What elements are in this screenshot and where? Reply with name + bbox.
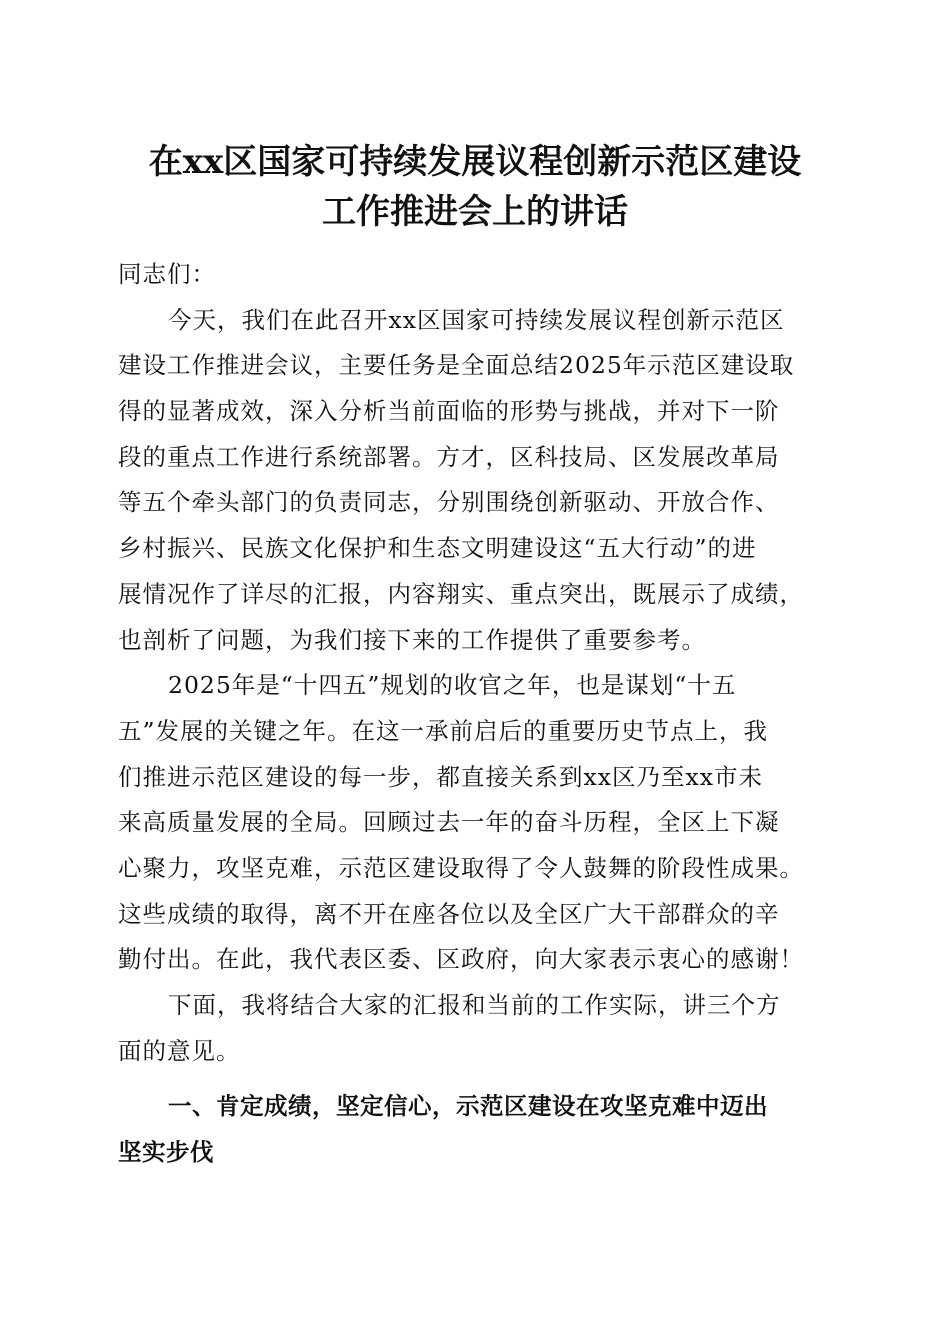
salutation: 同志们：	[118, 260, 216, 288]
heading-line: 坚实步伐	[118, 1138, 214, 1167]
paragraph-line: 段的重点工作进行系统部署。方才，区科技局、区发展改革局	[118, 442, 780, 471]
heading-line: 一、肯定成绩，坚定信心，示范区建设在攻坚克难中迈出	[168, 1092, 768, 1121]
paragraph-line: 也剖析了问题，为我们接下来的工作提供了重要参考。	[118, 625, 706, 654]
title-line-2: 工作推进会上的讲话	[322, 192, 628, 232]
document-title	[60, 137, 890, 237]
paragraph-line: 今天，我们在此召开xx区国家可持续发展议程创新示范区	[168, 305, 785, 334]
paragraph-line: 勤付出。在此，我代表区委、区政府，向大家表示衷心的感谢！	[118, 945, 804, 974]
document-body	[118, 252, 838, 1176]
paragraph-line: 这些成绩的取得，离不开在座各位以及全区广大干部群众的辛	[118, 899, 780, 928]
title-line-1: 在xx区国家可持续发展议程创新示范区建设	[148, 142, 802, 182]
paragraph-line: 面的意见。	[118, 1036, 241, 1065]
paragraph-line: 来高质量发展的全局。回顾过去一年的奋斗历程，全区上下凝	[118, 808, 780, 837]
paragraph-line: 们推进示范区建设的每一步，都直接关系到xx区乃至xx市未	[118, 762, 764, 791]
paragraph-line: 下面，我将结合大家的汇报和当前的工作实际，讲三个方	[168, 991, 781, 1019]
paragraph-line: 乡村振兴、民族文化保护和生态文明建设这“五大行动”的进	[118, 534, 757, 563]
paragraph-line: 得的显著成效，深入分析当前面临的形势与挑战，并对下一阶	[118, 397, 780, 426]
paragraph-2	[118, 663, 838, 983]
paragraph-line: 2025年是“十四五”规划的收官之年，也是谋划“十五	[168, 671, 737, 700]
paragraph-1	[118, 298, 838, 664]
section-heading-1	[118, 1084, 838, 1175]
paragraph-line: 展情况作了详尽的汇报，内容翔实、重点突出，既展示了成绩，	[118, 579, 804, 608]
paragraph-line: 五”发展的关键之年。在这一承前启后的重要历史节点上，我	[118, 716, 769, 745]
paragraph-3	[118, 983, 838, 1074]
paragraph-line: 心聚力，攻坚克难，示范区建设取得了令人鼓舞的阶段性成果。	[118, 853, 804, 882]
paragraph-line: 等五个牵头部门的负责同志，分别围绕创新驱动、开放合作、	[118, 488, 780, 517]
paragraph-line: 建设工作推进会议，主要任务是全面总结2025年示范区建设取	[118, 351, 795, 380]
